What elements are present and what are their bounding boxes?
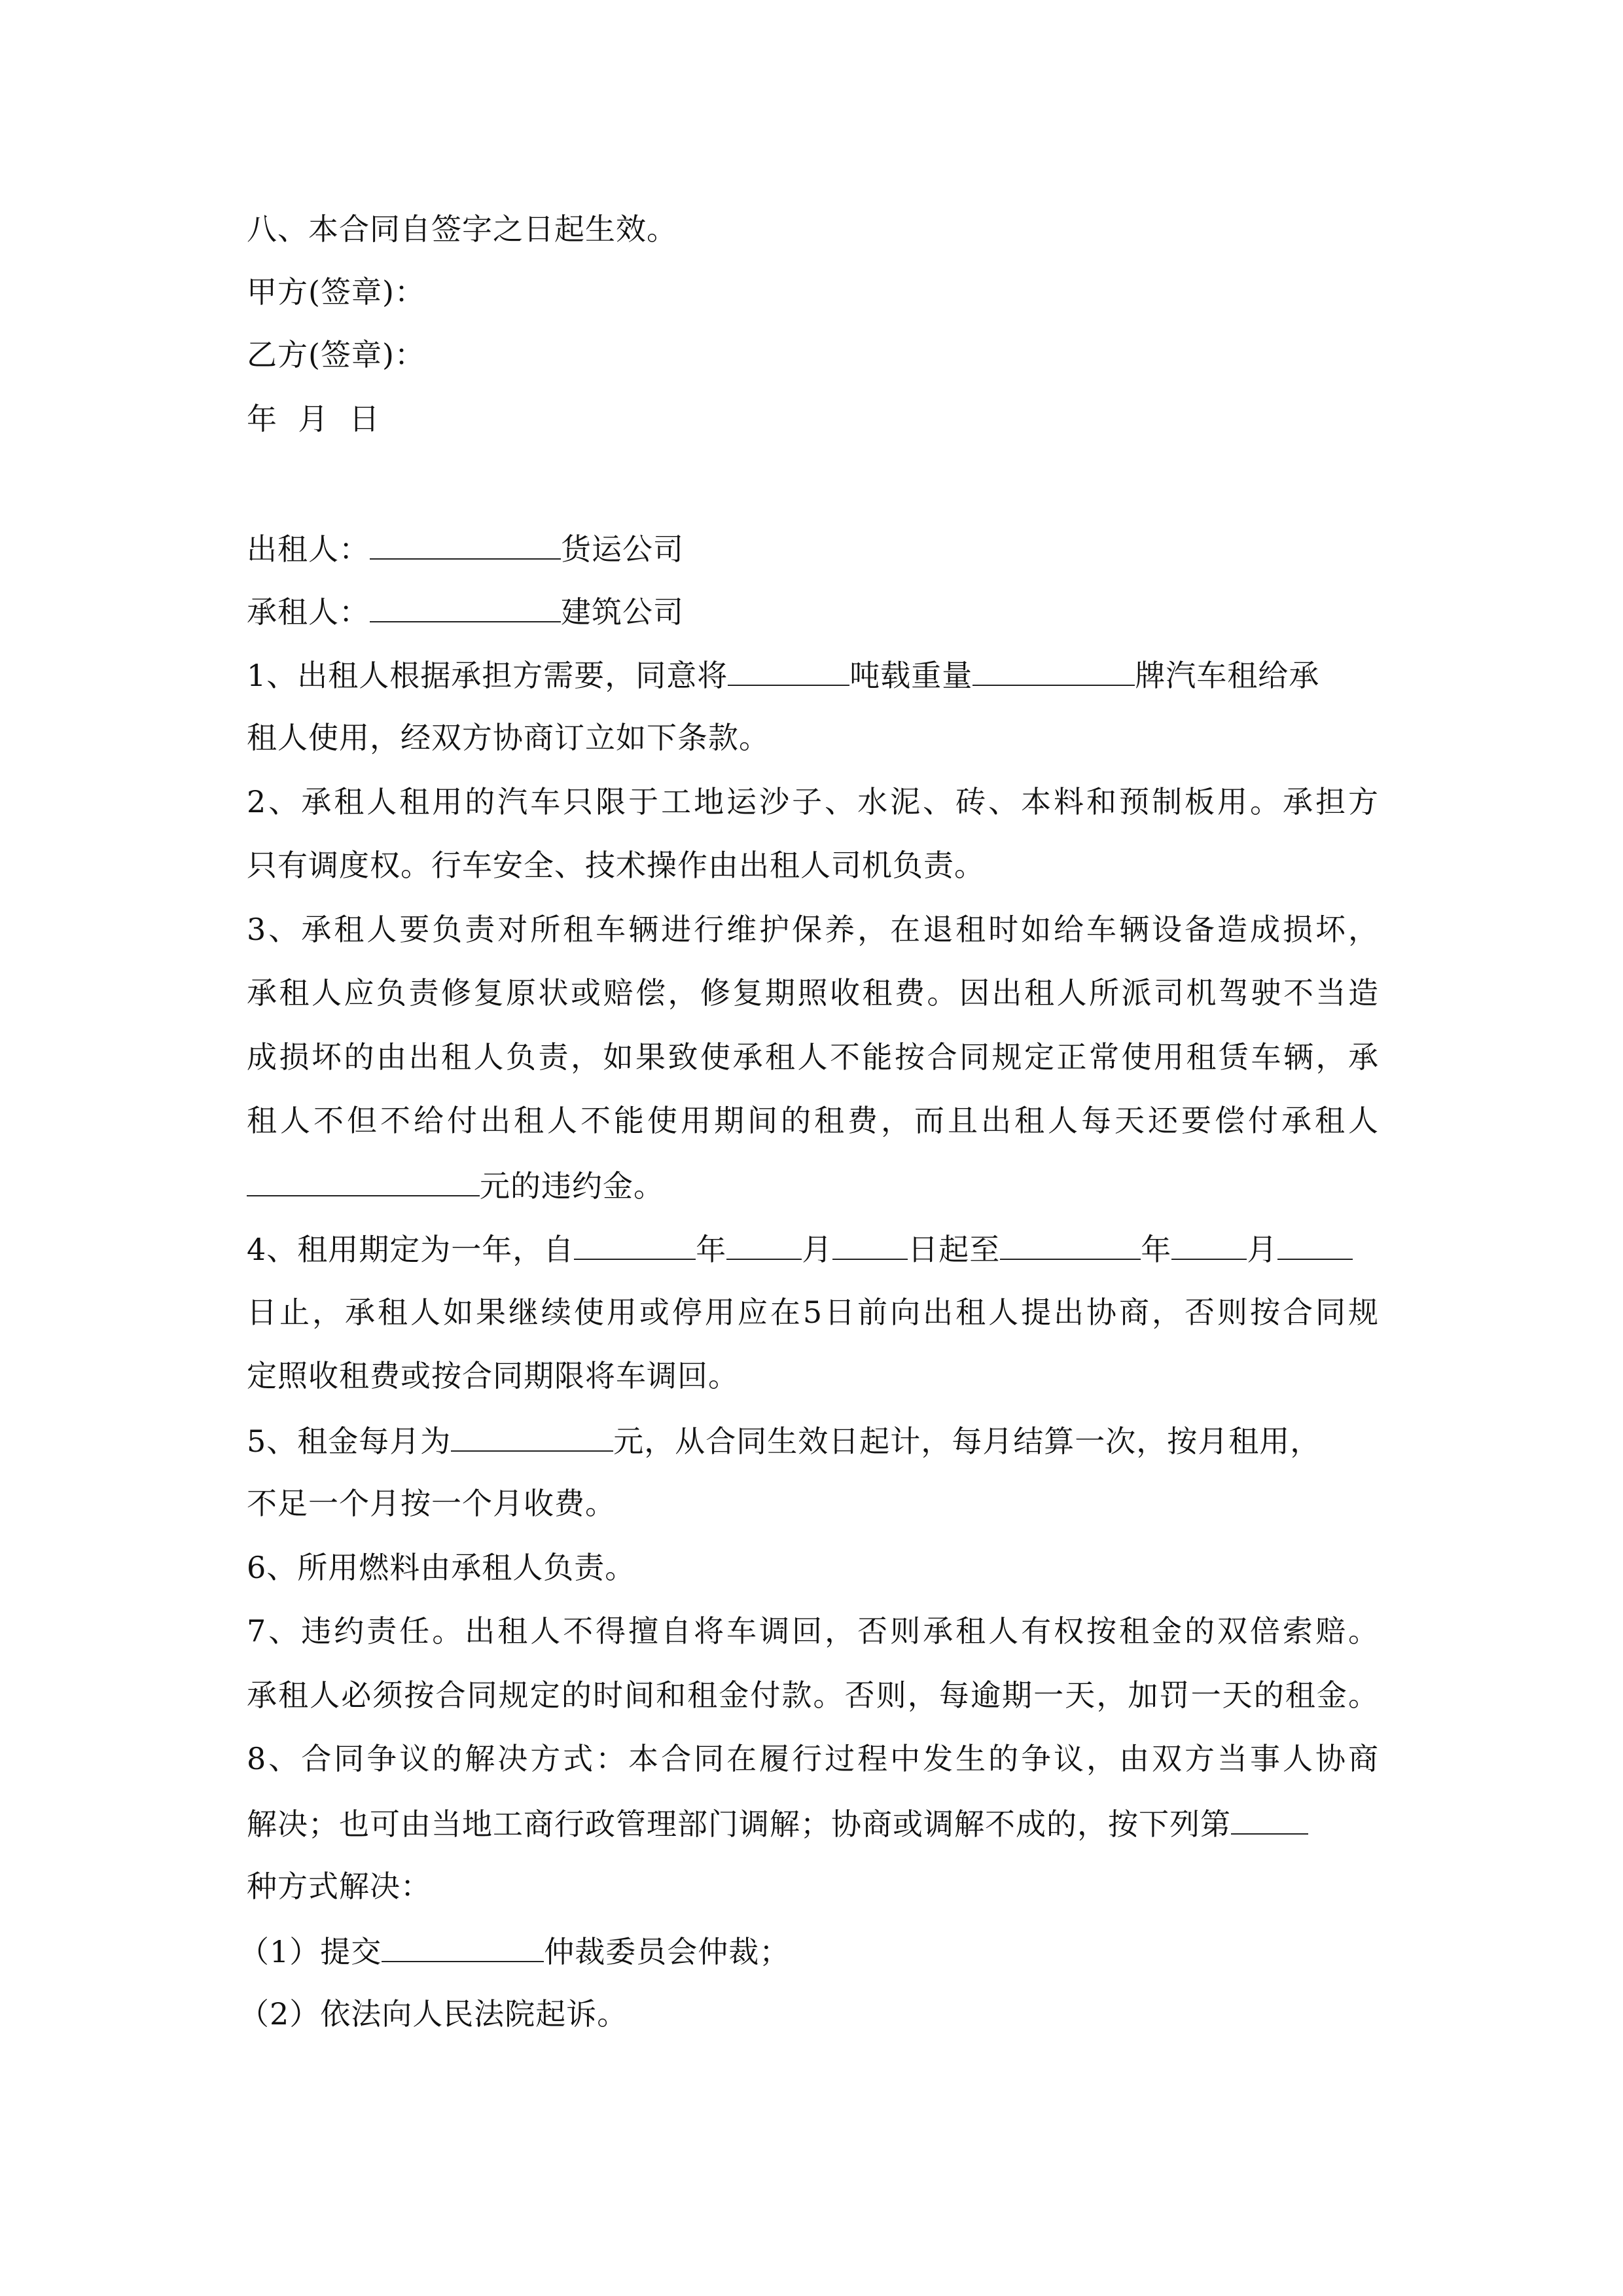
clause1-text-b: 吨载重量 xyxy=(849,658,973,693)
start-year-blank xyxy=(574,1229,696,1260)
clause4-text-a: 4、租用期定为一年，自 xyxy=(247,1232,575,1267)
clause2-line1: 2、承租人租用的汽车只限于工地运沙子、水泥、砖、本料和预制板用。承担方 xyxy=(247,784,1379,819)
lessee-line xyxy=(247,591,1379,632)
clause8-option2: （2）依法向人民法院起诉。 xyxy=(239,1996,628,2032)
lessor-label: 出租人： xyxy=(247,531,370,567)
clause4-day1: 日起至 xyxy=(908,1232,1001,1267)
lessee-blank xyxy=(370,591,561,622)
tonnage-blank xyxy=(728,655,849,686)
lessee-suffix: 建筑公司 xyxy=(561,594,684,630)
clause4-line2: 日止，承租人如果继续使用或停用应在5日前向出租人提出协商，否则按合同规 xyxy=(247,1295,1379,1330)
lessee-label: 承租人： xyxy=(247,594,370,630)
clause5-text-a: 5、租金每月为 xyxy=(247,1424,452,1459)
clause5-line2: 不足一个月按一个月收费。 xyxy=(247,1486,616,1521)
penalty-blank xyxy=(247,1165,480,1196)
option1-text-b: 仲裁委员会仲裁； xyxy=(544,1934,791,1969)
start-month-blank xyxy=(726,1229,802,1260)
brand-blank xyxy=(972,655,1135,686)
end-day-blank xyxy=(1277,1229,1353,1260)
clause3-line5 xyxy=(247,1165,1379,1206)
clause1-text-a: 1、出租人根据承担方需要，同意将 xyxy=(247,658,728,693)
clause3-line4: 租人不但不给付出租人不能使用期间的租费，而且出租人每天还要偿付承租人 xyxy=(247,1103,1379,1138)
party-a-signature: 甲方(签章)： xyxy=(247,274,425,310)
clause1-line1 xyxy=(247,655,1379,695)
clause4-year2: 年 xyxy=(1141,1232,1172,1267)
clause4-line1 xyxy=(247,1229,1379,1269)
clause5-line1 xyxy=(247,1420,1379,1461)
clause7-line1: 7、违约责任。出租人不得擅自将车调回，否则承租人有权按租金的双倍索赔。 xyxy=(247,1613,1379,1649)
clause4-month2: 月 xyxy=(1247,1232,1278,1267)
arbitration-blank xyxy=(382,1931,544,1962)
clause8-line3: 种方式解决： xyxy=(247,1869,431,1904)
start-day-blank xyxy=(832,1229,908,1260)
rent-blank xyxy=(451,1420,613,1452)
clause5-text-b: 元，从合同生效日起计，每月结算一次，按月租用， xyxy=(613,1424,1321,1459)
date-line: 年 月 日 xyxy=(247,401,380,437)
clause3-line2: 承租人应负责修复原状或赔偿，修复期照收租费。因出租人所派司机驾驶不当造 xyxy=(247,975,1379,1011)
clause8-line1: 8、合同争议的解决方式：本合同在履行过程中发生的争议，由双方当事人协商 xyxy=(247,1741,1379,1776)
clause8-option1 xyxy=(239,1931,1371,1971)
option1-text-a: （1）提交 xyxy=(239,1934,382,1969)
clause3-line1: 3、承租人要负责对所租车辆进行维护保养，在退租时如给车辆设备造成损坏， xyxy=(247,912,1379,947)
lessor-suffix: 货运公司 xyxy=(561,531,684,567)
clause7-line2: 承租人必须按合同规定的时间和租金付款。否则，每逾期一天，加罚一天的租金。 xyxy=(247,1677,1379,1713)
method-choice-blank xyxy=(1231,1803,1308,1835)
lessor-blank xyxy=(370,528,561,560)
party-b-signature: 乙方(签章)： xyxy=(247,337,425,372)
end-month-blank xyxy=(1171,1229,1247,1260)
clause4-month1: 月 xyxy=(802,1232,833,1267)
clause1-line2: 租人使用，经双方协商订立如下条款。 xyxy=(247,720,770,755)
lessor-line xyxy=(247,528,1379,569)
clause-eight-effective: 八、本合同自签字之日起生效。 xyxy=(247,211,677,247)
clause3-line5-suffix: 元的违约金。 xyxy=(480,1168,664,1204)
clause1-text-c: 牌汽车租给承 xyxy=(1135,658,1320,693)
end-year-blank xyxy=(1000,1229,1141,1260)
clause8-line2-text: 解决；也可由当地工商行政管理部门调解；协商或调解不成的，按下列第 xyxy=(247,1806,1231,1842)
clause4-year1: 年 xyxy=(696,1232,727,1267)
clause6-line: 6、所用燃料由承租人负责。 xyxy=(247,1550,636,1585)
clause3-line3: 成损坏的由出租人负责，如果致使承租人不能按合同规定正常使用租赁车辆，承 xyxy=(247,1039,1379,1075)
clause2-line2: 只有调度权。行车安全、技术操作由出租人司机负责。 xyxy=(247,848,985,883)
clause8-line2 xyxy=(247,1803,1379,1844)
clause4-line3: 定照收租费或按合同期限将车调回。 xyxy=(247,1358,739,1393)
